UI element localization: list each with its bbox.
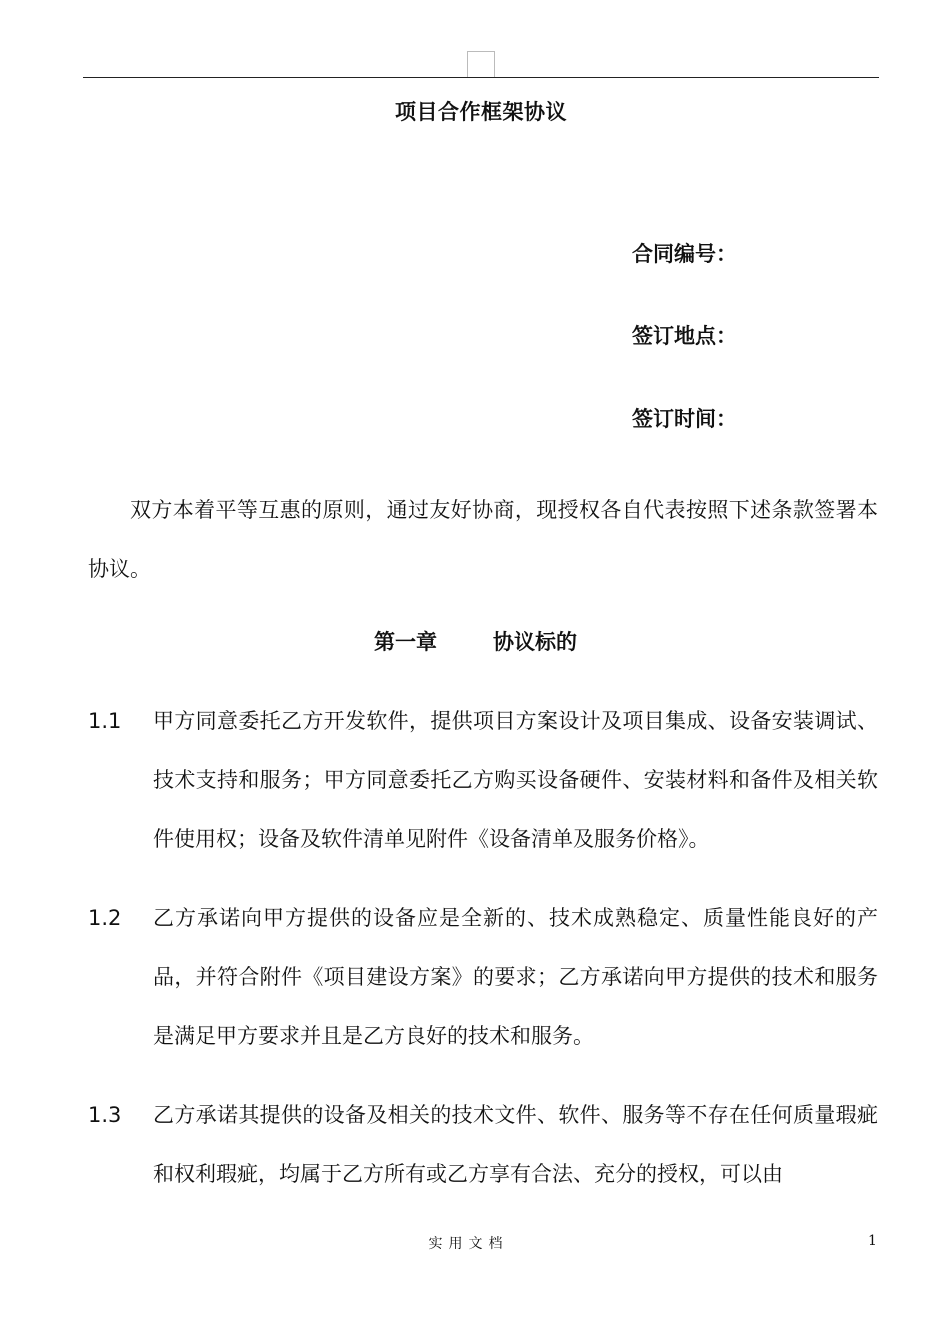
clause-1-2 — [88, 889, 878, 1066]
contract-number-label: 合同编号： — [632, 242, 737, 266]
sign-place-label: 签订地点： — [632, 324, 737, 348]
footer-label: 实用文档 — [428, 1236, 509, 1252]
clause-number: 1.2 — [88, 906, 122, 930]
chapter-number: 第一章 — [374, 630, 437, 654]
chapter-title: 协议标的 — [493, 630, 577, 654]
sign-time-label: 签订时间： — [632, 407, 737, 431]
clause-text: 乙方承诺其提供的设备及相关的技术文件、软件、服务等不存在任何质量瑕疵和权利瑕疵，均属于乙方所有或乙方享有合法、充分的授权，可以由 — [153, 1103, 878, 1186]
clause-number: 1.1 — [88, 709, 122, 733]
document-title: 项目合作框架协议 — [395, 100, 567, 124]
clause-text: 甲方同意委托乙方开发软件，提供项目方案设计及项目集成、设备安装调试、技术支持和服务；甲方同意委托乙方购买设备硬件、安装材料和备件及相关软件使用权；设备及软件清单见附件《设备清单及服务价格》。 — [153, 709, 878, 851]
clause-text: 乙方承诺向甲方提供的设备应是全新的、技术成熟稳定、质量性能良好的产品，并符合附件《项目建设方案》的要求；乙方承诺向甲方提供的技术和服务是满足甲方要求并且是乙方良好的技术和服务。 — [153, 906, 878, 1048]
clause-number: 1.3 — [88, 1103, 122, 1127]
chapter-heading — [374, 626, 577, 656]
page-number: 1 — [868, 1233, 877, 1249]
clause-1-1 — [88, 692, 878, 869]
intro-paragraph: 双方本着平等互惠的原则，通过友好协商，现授权各自代表按照下述条款签署本协议。 — [88, 498, 878, 581]
header-box — [467, 51, 495, 78]
clause-1-3 — [88, 1086, 878, 1204]
header-rule — [83, 77, 879, 78]
